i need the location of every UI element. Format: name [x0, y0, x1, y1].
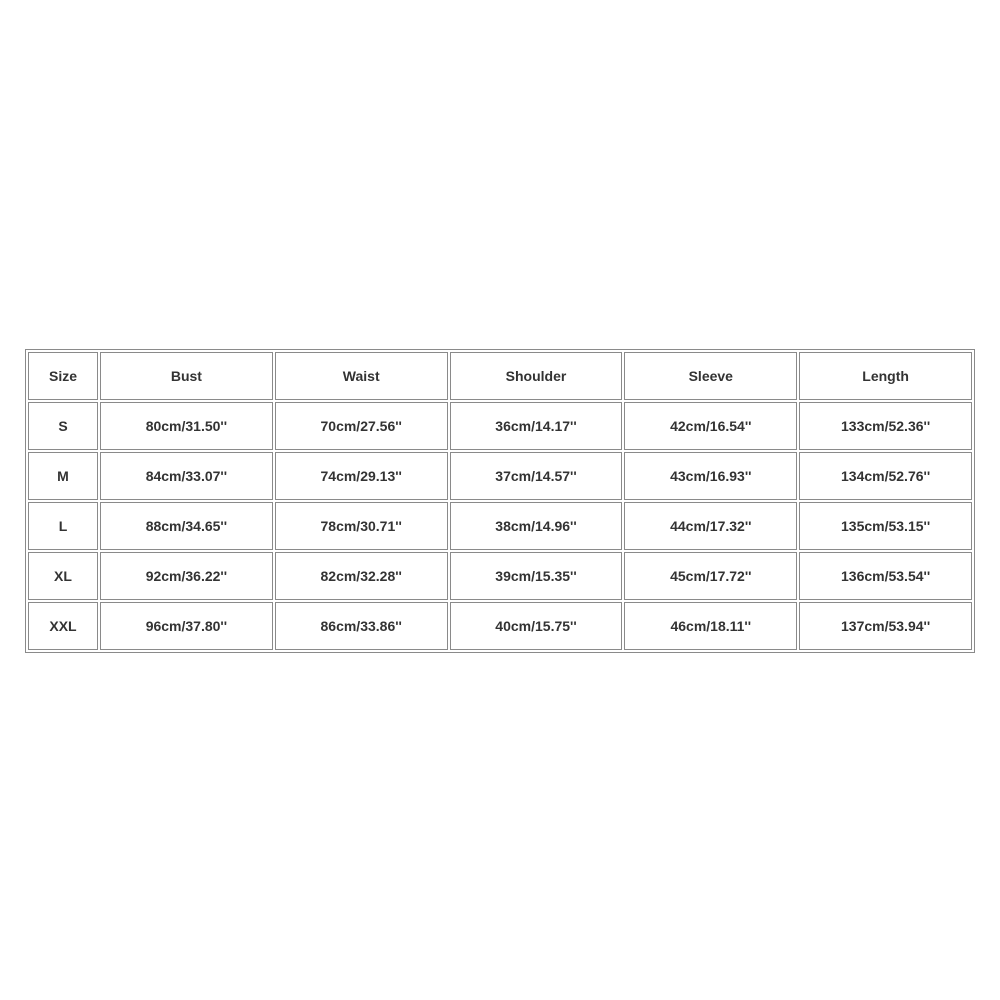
cell-size: XL	[28, 552, 98, 600]
table-row	[28, 502, 972, 550]
cell-bust: 88cm/34.65''	[100, 502, 273, 550]
size-chart-table	[25, 349, 975, 653]
header-sleeve: Sleeve	[624, 352, 797, 400]
cell-length: 135cm/53.15''	[799, 502, 972, 550]
cell-sleeve: 46cm/18.11''	[624, 602, 797, 650]
cell-shoulder: 36cm/14.17''	[450, 402, 623, 450]
cell-sleeve: 44cm/17.32''	[624, 502, 797, 550]
cell-bust: 84cm/33.07''	[100, 452, 273, 500]
cell-shoulder: 37cm/14.57''	[450, 452, 623, 500]
table-row	[28, 452, 972, 500]
cell-sleeve: 42cm/16.54''	[624, 402, 797, 450]
cell-shoulder: 39cm/15.35''	[450, 552, 623, 600]
cell-length: 136cm/53.54''	[799, 552, 972, 600]
cell-waist: 86cm/33.86''	[275, 602, 448, 650]
cell-waist: 70cm/27.56''	[275, 402, 448, 450]
cell-length: 134cm/52.76''	[799, 452, 972, 500]
cell-waist: 74cm/29.13''	[275, 452, 448, 500]
cell-size: S	[28, 402, 98, 450]
cell-shoulder: 40cm/15.75''	[450, 602, 623, 650]
table-header-row	[28, 352, 972, 400]
cell-length: 133cm/52.36''	[799, 402, 972, 450]
table-row	[28, 552, 972, 600]
cell-bust: 80cm/31.50''	[100, 402, 273, 450]
header-length: Length	[799, 352, 972, 400]
cell-sleeve: 43cm/16.93''	[624, 452, 797, 500]
table-row	[28, 402, 972, 450]
header-shoulder: Shoulder	[450, 352, 623, 400]
cell-waist: 82cm/32.28''	[275, 552, 448, 600]
cell-bust: 96cm/37.80''	[100, 602, 273, 650]
cell-length: 137cm/53.94''	[799, 602, 972, 650]
header-bust: Bust	[100, 352, 273, 400]
cell-size: XXL	[28, 602, 98, 650]
cell-size: L	[28, 502, 98, 550]
table-row	[28, 602, 972, 650]
header-size: Size	[28, 352, 98, 400]
cell-sleeve: 45cm/17.72''	[624, 552, 797, 600]
cell-shoulder: 38cm/14.96''	[450, 502, 623, 550]
cell-bust: 92cm/36.22''	[100, 552, 273, 600]
cell-waist: 78cm/30.71''	[275, 502, 448, 550]
header-waist: Waist	[275, 352, 448, 400]
cell-size: M	[28, 452, 98, 500]
